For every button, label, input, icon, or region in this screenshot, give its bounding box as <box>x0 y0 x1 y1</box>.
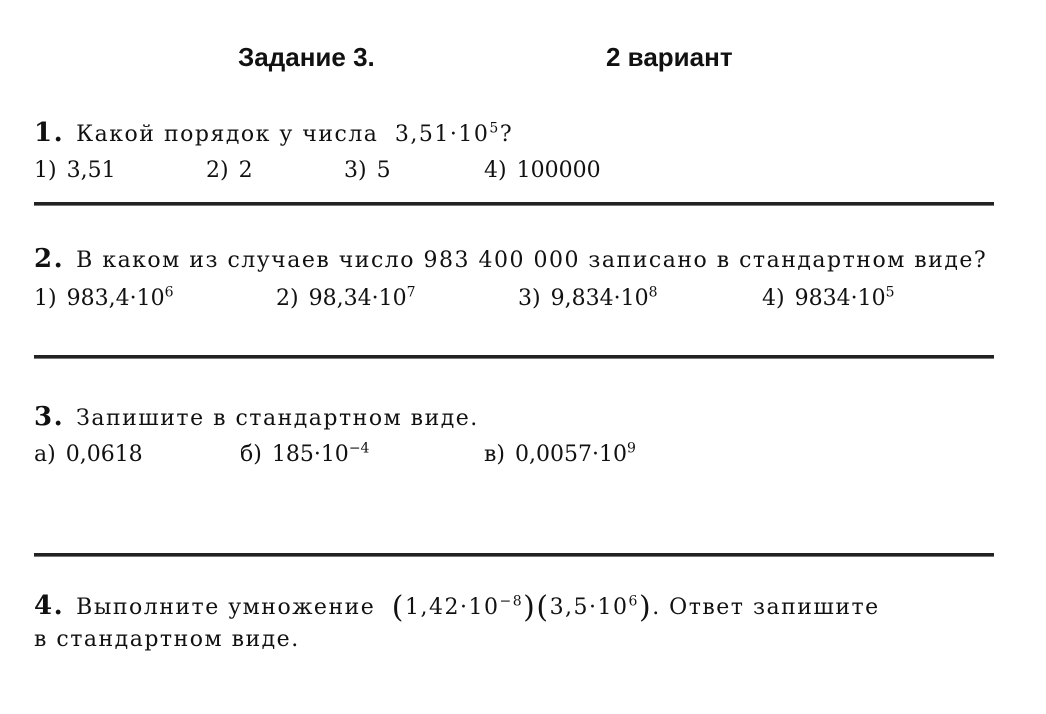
question-4-text <box>34 590 994 625</box>
task-title: Задание 3. <box>238 42 375 72</box>
question-number: 2. <box>34 244 65 274</box>
question-number: 4. <box>34 591 65 621</box>
answer-option: б) $185\cdot 10^{-4}$ <box>240 440 370 467</box>
variant-title: 2 вариант <box>606 42 733 72</box>
answer-option: а) 0,0618 <box>34 442 143 467</box>
question-prompt: Запишите в стандартном виде. <box>76 406 479 431</box>
worksheet-header <box>0 42 1046 76</box>
answer-option: 1) 3,51 <box>34 158 116 183</box>
answer-option: 2) 2 <box>206 158 253 183</box>
question-3-text <box>34 402 994 432</box>
math-expression: $(1,42\cdot 10^{-8})(3,5\cdot 10^6)$ <box>391 590 653 625</box>
answer-option: 3) 5 <box>344 158 391 183</box>
question-number: 1. <box>34 118 65 148</box>
question-number: 3. <box>34 402 65 432</box>
question-prompt: Выполните умножение <box>76 595 376 620</box>
answer-options <box>34 158 994 190</box>
answer-options <box>34 286 994 318</box>
question-4 <box>34 590 994 652</box>
question-prompt: Какой порядок у числа <box>76 122 379 147</box>
question-4-text-line2: в стандартном виде. <box>34 627 300 652</box>
divider <box>34 355 994 359</box>
math-expression: $3,51\cdot 10^5$? <box>394 120 514 147</box>
divider <box>34 202 994 206</box>
question-2-text <box>34 244 994 276</box>
question-2 <box>34 244 994 318</box>
answer-option: 4) 100000 <box>484 158 601 183</box>
question-prompt-cont: . Ответ запишите <box>652 595 880 620</box>
answer-options <box>34 442 994 474</box>
question-3 <box>34 402 994 474</box>
question-1-text <box>34 118 994 148</box>
answer-option: 2) $98,34\cdot 10^7$ <box>276 284 416 311</box>
question-1 <box>34 118 994 190</box>
divider <box>34 553 994 557</box>
answer-option: 1) $983,4\cdot 10^6$ <box>34 284 174 311</box>
answer-option: 3) $9,834\cdot 10^8$ <box>518 284 658 311</box>
answer-option: в) $0,0057\cdot 10^9$ <box>484 440 636 467</box>
question-prompt: В каком из случаев число 983 400 000 записано в стандартном виде? <box>76 248 988 273</box>
answer-option: 4) $9834\cdot 10^5$ <box>762 284 895 311</box>
